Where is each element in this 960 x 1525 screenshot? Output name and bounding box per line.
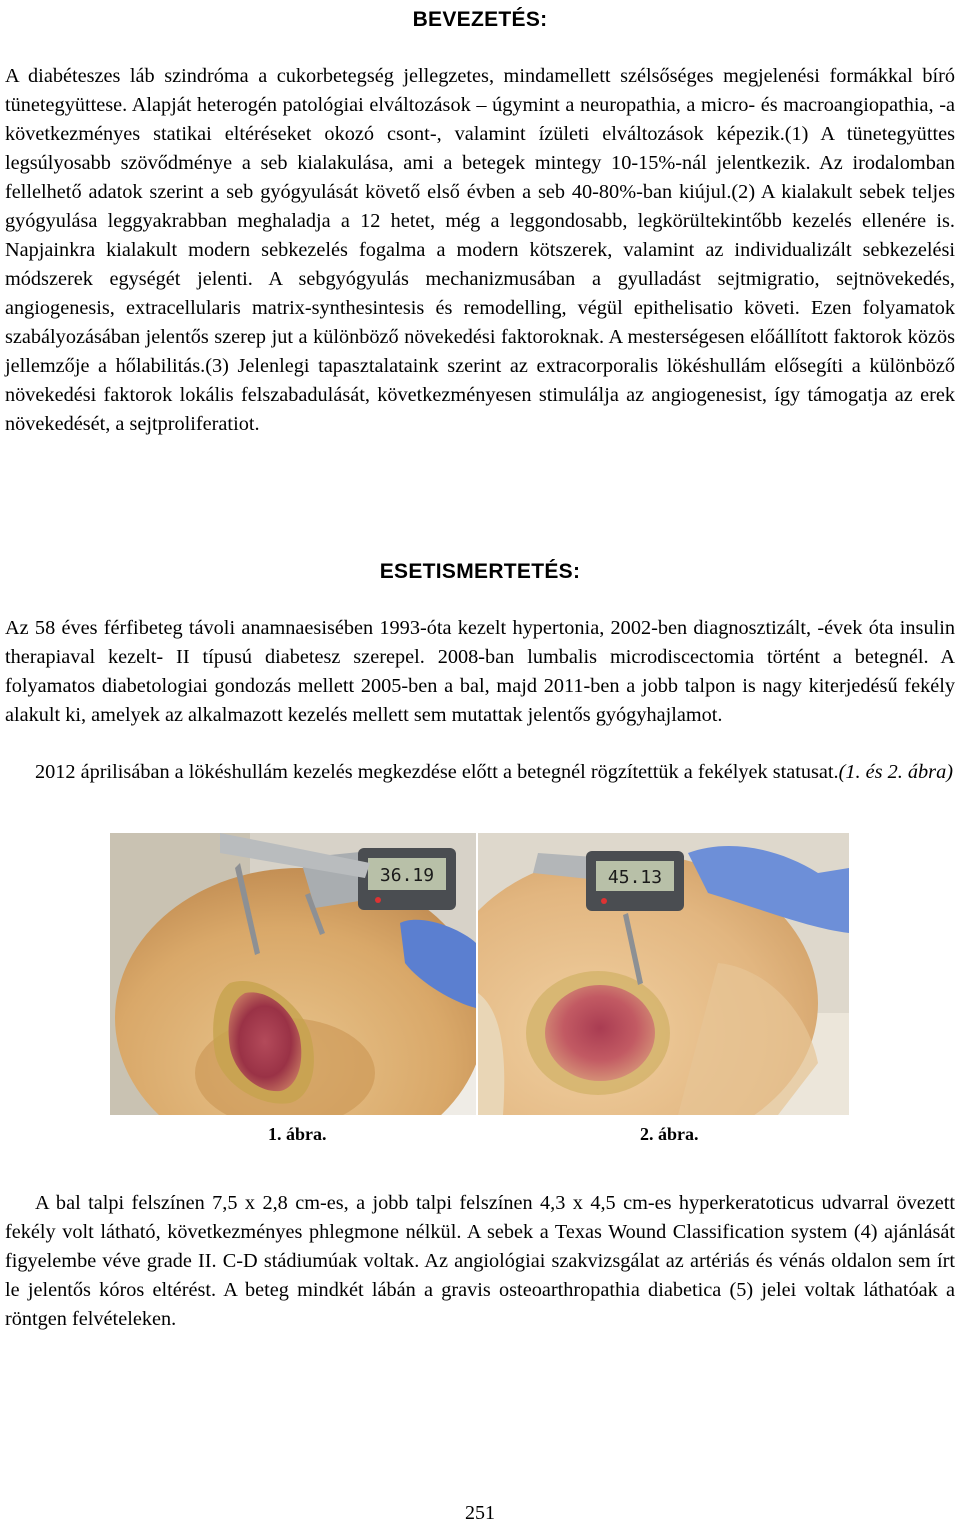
caliper-display-2: 45.13	[607, 867, 663, 888]
figure-2-photo	[478, 833, 849, 1115]
figure-2-caption: 2. ábra.	[640, 1124, 699, 1144]
case-paragraph-2	[5, 758, 955, 787]
caliper-display-1: 36.19	[379, 865, 435, 886]
heading-bevezetes: BEVEZETÉS:	[412, 8, 548, 31]
figure-reference: (1. és 2. ábra)	[838, 761, 953, 783]
case-paragraph-3: A bal talpi felszínen 7,5 x 2,8 cm-es, a jobb talpi felszínen 4,3 x 4,5 cm-es hyperkeratoticus udvarral övezett fekély volt látható, következményes phlegmone nélkül. A sebek a Texas Wound Classification system (4) ajánlását figyelembe véve grade II. C-D stádiumúak voltak. Az angiológiai szakvizsgálat az artériás és vénás oldalon sem írt le jelentős kóros eltérést. A beteg mindkét lábán a gravis osteoarthropathia diabetica (5) jelei voltak láthatóak a röntgen felvételeken.	[5, 1192, 955, 1330]
heading-esetismertetes: ESETISMERTETÉS:	[379, 560, 581, 583]
case-paragraph-1: Az 58 éves férfibeteg távoli anamnaesisében 1993-óta kezelt hypertonia, 2002-ben diagnosztizált, -évek óta insulin therapiaval kezelt- II típusú diabetesz szerepel. 2008-ban lumbalis microdiscectomia történt a betegnél. A folyamatos diabetologiai gondozás mellett 2005-ben a bal, majd 2011-ben a jobb talpon is nagy kiterjedésű fekély alakult ki, amelyek az alkalmazott kezelés mellett sem mutattak jelentős gyógyhajlamot.	[5, 617, 955, 726]
case-paragraph-2-text: 2012 áprilisában a lökéshullám kezelés megkezdése előtt a betegnél rögzítettük a fekélyek statusat.	[35, 761, 839, 783]
figure-1-photo	[110, 833, 476, 1115]
figure-1-caption: 1. ábra.	[268, 1124, 327, 1144]
page-number: 251	[465, 1502, 495, 1524]
intro-paragraph: A diabéteszes láb szindróma a cukorbetegség jellegzetes, mindamellett szélsőséges megjelenési formákkal bíró tünetegyüttese. Alapját heterogén patológiai elváltozások – úgymint a neuropathia, a micro- és macroangiopathia, -a következményes statikai eltéréseket okozó csont-, valamint ízületi elváltozások képezik.(1) A tünetegyüttes legsúlyosabb szövődménye a seb kialakulása, ami a betegek mintegy 10-15%-nál jelentkezik. Az irodalomban fellelhető adatok szerint a seb gyógyulását követő első évben a seb 40-80%-ban kiújul.(2) A kialakult sebek teljes gyógyulása leggyakrabban meghaladja a 12 hetet, még a leggondosabb, legkörültekintőbb kezelés ellenére is. Napjainkra kialakult modern sebkezelés fogalma a modern kötszerek, valamint az individualizált sebkezelési módszerek egységét jelenti. A sebgyógyulás mechanizmusában a gyulladást sejtmigratio, sejtnövekedés, angiogenesis, extracellularis matrix-synthesintesis és remodelling, végül epithelisatio követi. Ezen folyamatok szabályozásában jelentős szerep jut a különböző növekedési faktoroknak. A mesterségesen előállított faktorok közös jellemzője a hőlabilitás.(3) Jelenlegi tapasztalataink szerint az extracorporalis lökéshullám elősegíti a különböző növekedési faktorok lokális felszabadulását, következményesen stimulálja az angiogenesist, így támogatja az erek növekedését, a sejtproliferatiot.	[5, 65, 955, 435]
